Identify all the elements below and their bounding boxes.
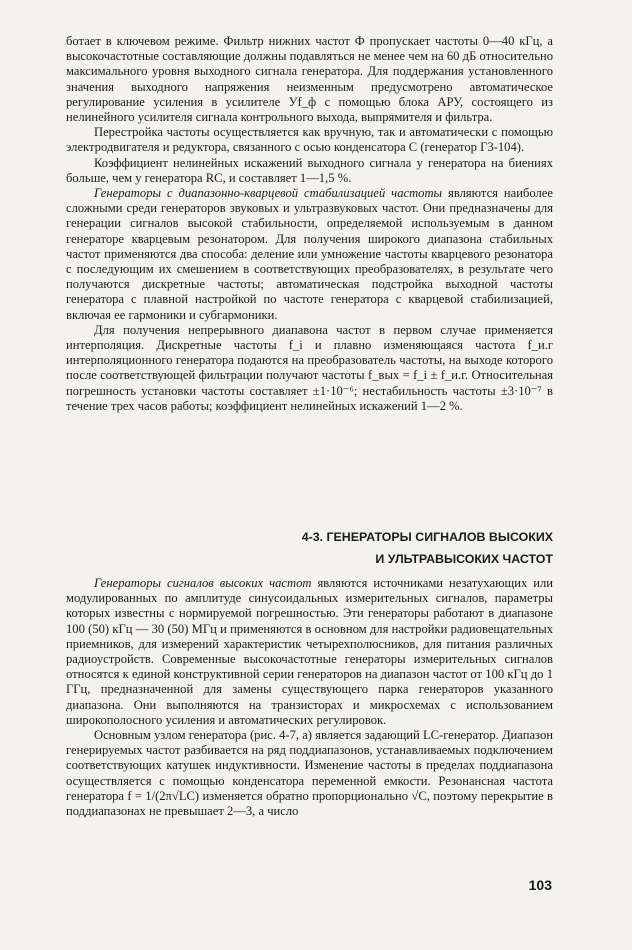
- section-heading-line-1: 4-3. ГЕНЕРАТОРЫ СИГНАЛОВ ВЫСОКИХ: [301, 530, 553, 544]
- body-text-top: [66, 34, 553, 414]
- paragraph-hf-generators: [66, 576, 553, 728]
- paragraph-tuning: Перестройка частоты осуществляется как вручную, так и автоматически с помощью электродвигателя и редуктора, связанного с осью конденсатора C (генератор Г3-104).: [66, 125, 553, 155]
- section-heading-line-2: И УЛЬТРАВЫСОКИХ ЧАСТОТ: [375, 552, 553, 566]
- paragraph-lc-generator: Основным узлом генератора (рис. 4-7, а) является задающий LC-генератор. Диапазон генерируемых частот разбивается на ряд поддиапазонов, устанавливаемых подключением соответствующих катушек индуктивности. Изменение частоты в пределах поддиапазона осуществляется с помощью конденсатора переменной емкости. Резонансная частота генератора f = 1/(2π√LC) изменяется обратно пропорционально √C, поэтому перекрытие в поддиапазонах не превышает 2—3, а число: [66, 728, 553, 819]
- section-heading: [230, 526, 553, 570]
- paragraph-quartz-generators: [66, 186, 553, 323]
- term-quartz-generators: Генераторы с диапазонно-кварцевой стабилизацией частоты: [94, 186, 443, 201]
- paragraph-quartz-text: являются наиболее сложными среди генераторов звуковых и ультразвуковых частот. Они предназначены для генерации сигналов высокой стабильности, определяемой используемым в данном генераторе кварцевым резонатором. Для получения широкого диапазона стабильных частот применяются два способа: деление или умножение частоты кварцевого резонатора с последующим их смешением в соответствующих преобразователях, в результате чего получаются дискретные частоты; автоматическая подстройка выходной частоты генератора с плавной настройкой по частоте генератора с кварцевой стабилизацией, включая ее гармоники и субгармоники.: [66, 186, 553, 322]
- page-number: 103: [528, 877, 552, 893]
- paragraph-hf-text: являются источниками незатухающих или модулированных по амплитуде синусоидальных измерительных сигналов, параметры которых известны с нормируемой погрешностью. Эти генераторы работают в диапазоне 100 (50) кГц — 30 (50) МГц и применяются в основном для настройки радиовещательных приемников, для измерений характеристик четырехполюсников, для питания различных радиоустройств. Современные высокочастотные генераторы измерительных сигналов относятся к единой конструктивной серии генераторов на диапазон частот от 100 кГц до 1 ГГц, предназначенной для замены существующего парка генераторов указанного диапазона. Они выполняются на транзисторах и микросхемах с использованием широкополосного усиления и автоматических регулировок.: [66, 576, 554, 727]
- term-hf-generators: Генераторы сигналов высоких частот: [94, 576, 312, 590]
- paragraph-distortion: Коэффициент нелинейных искажений выходного сигнала у генератора на биениях больше, чем у генератора RC, и составляет 1—1,5 %.: [66, 155, 553, 185]
- paragraph-interpolation: Для получения непрерывного диапавона частот в первом случае применяется интерполяция. Дискретные частоты f_i и плавно изменяющаяся частота f_и.г интерполяционного генератора подаются на преобразователь частоты, на выходе которого после соответствующей фильтрации получают частоты f_вых = f_i ± f_и.г. Относительная погрешность установки частоты составляет ±1·10⁻⁶; нестабильность частоты ±3·10⁻⁷ в течение трех часов работы; коэффициент нелинейных искажений 1—2 %.: [66, 322, 553, 413]
- body-text-bottom: [66, 576, 553, 819]
- paragraph-filter: ботает в ключевом режиме. Фильтр нижних частот Ф пропускает частоты 0—40 кГц, а высокочастотные составляющие должны подавляться не менее чем на 60 дБ относительно максимального уровня выходного сигнала генератора. Для поддержания установленного значения выходного напряжения неизменным предусмотрено автоматическое регулирование усиления в усилителе Уf_ф с помощью блока АРУ, состоящего из нелинейного усилителя сигнала контрольного выхода, выпрямителя и фильтра.: [66, 34, 553, 125]
